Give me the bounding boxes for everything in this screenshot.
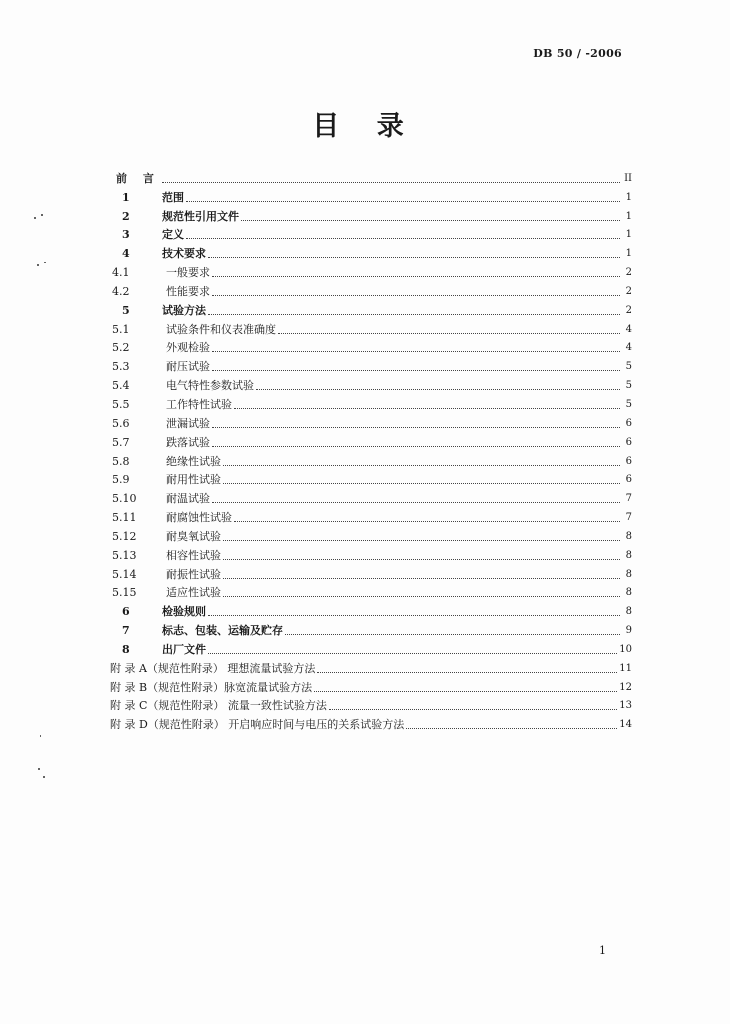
toc-entry-number: 5.12 bbox=[112, 529, 137, 543]
toc-entry-number: 6 bbox=[122, 605, 130, 619]
toc-dot-leader bbox=[212, 276, 620, 277]
toc-entry-title: 试验条件和仪表准确度 bbox=[166, 322, 276, 336]
toc-entry bbox=[108, 354, 632, 373]
toc-entry bbox=[108, 581, 632, 600]
toc-entry-title: 附 录 B（规范性附录）脉宽流量试验方法 bbox=[110, 680, 313, 694]
toc-dot-leader bbox=[256, 389, 620, 390]
toc-entry-page: 2 bbox=[625, 267, 632, 279]
toc-entry-page: 11 bbox=[619, 662, 632, 674]
toc-dot-leader bbox=[329, 709, 617, 710]
toc-entry bbox=[108, 524, 632, 543]
toc-entry-number: 5.14 bbox=[112, 567, 137, 581]
toc-entry-number: 8 bbox=[122, 642, 130, 656]
toc-dot-leader bbox=[212, 370, 620, 371]
toc-dot-leader bbox=[317, 672, 617, 673]
toc-entry-number: 5.10 bbox=[112, 492, 137, 506]
toc-dot-leader bbox=[223, 559, 620, 560]
toc-entry-page: 10 bbox=[619, 643, 632, 655]
toc-entry-number: 5.2 bbox=[112, 341, 130, 355]
toc-entry-page: 7 bbox=[625, 493, 632, 505]
toc-entry-title: 前 言 bbox=[116, 171, 160, 185]
toc-entry-page: 6 bbox=[625, 455, 632, 467]
toc-entry-page: 13 bbox=[619, 700, 632, 712]
toc-dot-leader bbox=[234, 521, 620, 522]
scan-speck bbox=[38, 768, 40, 770]
standard-code: DB 50 / -2006 bbox=[533, 47, 622, 60]
toc-entry bbox=[108, 373, 632, 392]
toc-entry bbox=[108, 411, 632, 430]
toc-entry-page: 5 bbox=[625, 380, 632, 392]
toc-entry-page: 1 bbox=[625, 229, 632, 241]
toc-entry-number: 5.15 bbox=[112, 586, 137, 600]
scan-speck bbox=[37, 264, 39, 266]
toc-entry-number: 7 bbox=[122, 624, 130, 638]
toc-entry bbox=[108, 562, 632, 581]
toc-dot-leader bbox=[285, 634, 620, 635]
toc-dot-leader bbox=[278, 333, 620, 334]
toc-entry-title: 耐振性试验 bbox=[166, 567, 221, 581]
toc-dot-leader bbox=[223, 465, 620, 466]
toc-entry-title: 出厂文件 bbox=[162, 642, 206, 656]
toc-dot-leader bbox=[223, 596, 620, 597]
toc-entry-title: 试验方法 bbox=[162, 303, 206, 317]
toc-entry bbox=[108, 298, 632, 317]
toc-dot-leader bbox=[212, 446, 620, 447]
toc-entry bbox=[108, 468, 632, 487]
toc-dot-leader bbox=[208, 314, 620, 315]
toc-entry-title: 范围 bbox=[162, 190, 184, 204]
toc-entry-number: 5.13 bbox=[112, 548, 137, 562]
toc-entry-number: 5.4 bbox=[112, 379, 130, 393]
toc-entry-title: 绝缘性试验 bbox=[166, 454, 221, 468]
toc-entry-number: 5.9 bbox=[112, 473, 130, 487]
toc-entry-title: 耐温试验 bbox=[166, 492, 210, 506]
scan-speck bbox=[44, 262, 46, 263]
toc-entry bbox=[108, 505, 632, 524]
toc-entry bbox=[108, 166, 632, 185]
toc-entry-title: 耐用性试验 bbox=[166, 473, 221, 487]
toc-dot-leader bbox=[212, 351, 620, 352]
toc-entry-number: 4.2 bbox=[112, 284, 130, 298]
toc-dot-leader bbox=[241, 220, 620, 221]
toc-entry-title: 电气特性参数试验 bbox=[166, 379, 254, 393]
toc-entry-page: II bbox=[624, 172, 632, 184]
toc-entry-title: 规范性引用文件 bbox=[162, 209, 239, 223]
scan-speck bbox=[41, 214, 43, 216]
toc-entry-page: 4 bbox=[625, 323, 632, 335]
toc-entry-title: 耐压试验 bbox=[166, 360, 210, 374]
toc-entry-page: 2 bbox=[625, 304, 632, 316]
toc-entry-number: 1 bbox=[122, 190, 130, 204]
scan-speck bbox=[43, 776, 45, 778]
toc-entry-title: 标志、包装、运输及贮存 bbox=[162, 624, 283, 638]
toc-entry-number: 4.1 bbox=[112, 266, 130, 280]
toc-entry-number: 5.7 bbox=[112, 435, 130, 449]
toc-dot-leader bbox=[234, 408, 620, 409]
toc-entry-number: 4 bbox=[122, 247, 130, 261]
toc-entry bbox=[108, 543, 632, 562]
toc-entry bbox=[108, 279, 632, 298]
toc-entry-title: 一般要求 bbox=[166, 266, 210, 280]
scan-speck bbox=[40, 735, 41, 737]
toc-dot-leader bbox=[223, 578, 620, 579]
toc-entry bbox=[108, 204, 632, 223]
toc-dot-leader bbox=[208, 653, 617, 654]
toc-entry bbox=[108, 618, 632, 637]
toc-entry bbox=[108, 712, 632, 731]
toc-dot-leader bbox=[186, 238, 620, 239]
table-of-contents bbox=[108, 166, 632, 731]
toc-dot-leader bbox=[212, 502, 620, 503]
toc-entry bbox=[108, 449, 632, 468]
toc-dot-leader bbox=[223, 540, 620, 541]
toc-entry-number: 5.3 bbox=[112, 360, 130, 374]
toc-entry bbox=[108, 675, 632, 694]
toc-entry bbox=[108, 637, 632, 656]
toc-entry-page: 1 bbox=[625, 248, 632, 260]
toc-entry-title: 定义 bbox=[162, 228, 184, 242]
toc-entry-title: 性能要求 bbox=[166, 284, 210, 298]
toc-entry-page: 8 bbox=[625, 530, 632, 542]
toc-entry bbox=[108, 392, 632, 411]
toc-entry-page: 8 bbox=[625, 606, 632, 618]
toc-entry-page: 14 bbox=[619, 719, 632, 731]
toc-dot-leader bbox=[186, 201, 620, 202]
toc-entry-title: 跌落试验 bbox=[166, 435, 210, 449]
toc-entry-title: 耐臭氧试验 bbox=[166, 529, 221, 543]
toc-entry-page: 1 bbox=[625, 191, 632, 203]
toc-entry-page: 4 bbox=[625, 342, 632, 354]
toc-entry-number: 2 bbox=[122, 209, 130, 223]
toc-entry bbox=[108, 656, 632, 675]
toc-entry-page: 8 bbox=[625, 568, 632, 580]
toc-entry-number: 5.5 bbox=[112, 397, 130, 411]
toc-entry bbox=[108, 317, 632, 336]
toc-entry-number: 5.6 bbox=[112, 416, 130, 430]
toc-entry-number: 5 bbox=[122, 303, 130, 317]
toc-dot-leader bbox=[223, 483, 620, 484]
toc-dot-leader bbox=[208, 257, 620, 258]
toc-entry-page: 1 bbox=[625, 210, 632, 222]
toc-dot-leader bbox=[208, 615, 620, 616]
toc-entry-page: 8 bbox=[625, 587, 632, 599]
page-number: 1 bbox=[599, 944, 606, 957]
toc-entry-number: 5.11 bbox=[112, 511, 137, 525]
toc-entry-page: 9 bbox=[625, 625, 632, 637]
toc-entry bbox=[108, 486, 632, 505]
toc-entry-page: 6 bbox=[625, 436, 632, 448]
toc-entry-title: 附 录 C（规范性附录） 流量一致性试验方法 bbox=[110, 699, 327, 713]
toc-dot-leader bbox=[314, 691, 617, 692]
toc-entry bbox=[108, 241, 632, 260]
toc-dot-leader bbox=[212, 427, 620, 428]
toc-entry bbox=[108, 336, 632, 355]
toc-entry-page: 5 bbox=[625, 361, 632, 373]
toc-entry-number: 5.8 bbox=[112, 454, 130, 468]
toc-entry-title: 耐腐蚀性试验 bbox=[166, 511, 232, 525]
toc-entry-page: 7 bbox=[625, 512, 632, 524]
toc-entry-title: 技术要求 bbox=[162, 247, 206, 261]
toc-entry-number: 5.1 bbox=[112, 322, 130, 336]
toc-entry bbox=[108, 694, 632, 713]
toc-entry-page: 6 bbox=[625, 474, 632, 486]
toc-entry-title: 适应性试验 bbox=[166, 586, 221, 600]
toc-entry-page: 12 bbox=[619, 681, 632, 693]
toc-entry-title: 附 录 D（规范性附录） 开启响应时间与电压的关系试验方法 bbox=[110, 718, 405, 732]
toc-entry bbox=[108, 430, 632, 449]
toc-entry-title: 工作特性试验 bbox=[166, 397, 232, 411]
toc-entry-title: 外观检验 bbox=[166, 341, 210, 355]
toc-entry-number: 3 bbox=[122, 228, 130, 242]
toc-entry-title: 检验规则 bbox=[162, 605, 206, 619]
toc-dot-leader bbox=[162, 182, 620, 183]
toc-entry-title: 相容性试验 bbox=[166, 548, 221, 562]
scan-speck bbox=[34, 217, 36, 219]
toc-entry-title: 附 录 A（规范性附录） 理想流量试验方法 bbox=[110, 661, 316, 675]
toc-entry bbox=[108, 185, 632, 204]
toc-dot-leader bbox=[212, 295, 620, 296]
toc-entry bbox=[108, 260, 632, 279]
toc-entry bbox=[108, 223, 632, 242]
toc-entry-page: 5 bbox=[625, 398, 632, 410]
toc-dot-leader bbox=[406, 728, 617, 729]
toc-entry-title: 泄漏试验 bbox=[166, 416, 210, 430]
toc-entry bbox=[108, 599, 632, 618]
toc-entry-page: 2 bbox=[625, 285, 632, 297]
toc-title: 目 录 bbox=[312, 111, 418, 142]
toc-entry-page: 6 bbox=[625, 417, 632, 429]
toc-entry-page: 8 bbox=[625, 549, 632, 561]
